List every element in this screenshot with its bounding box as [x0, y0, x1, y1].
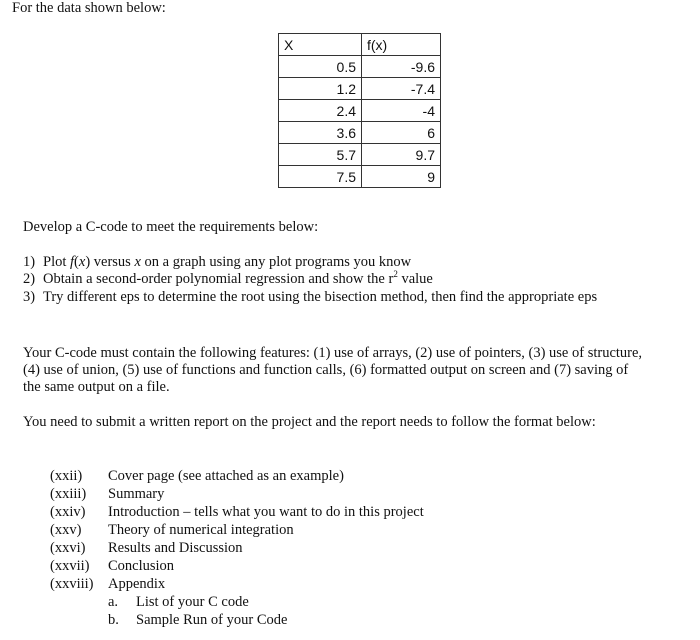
report-label: Appendix [108, 576, 166, 592]
appendix-item [108, 594, 249, 611]
cell-x: 3.6 [279, 122, 362, 144]
report-instructions: You need to submit a written report on the project and the report needs to follow the format below: [23, 414, 596, 430]
report-numeral: (xxiii) [50, 486, 87, 502]
requirement-number: 3) [23, 289, 36, 305]
cell-x: 5.7 [279, 144, 362, 166]
appendix-letter: a. [108, 594, 119, 610]
develop-heading: Develop a C-code to meet the requirements below: [23, 219, 319, 235]
table-header-row [279, 34, 441, 56]
report-item [50, 558, 174, 575]
data-table [278, 33, 441, 188]
report-label: Results and Discussion [108, 540, 243, 556]
report-label: Summary [108, 486, 165, 502]
requirement-number: 1) [23, 254, 36, 270]
appendix-letter: b. [108, 612, 119, 628]
report-numeral: (xxviii) [50, 576, 94, 592]
table-row [279, 122, 441, 144]
report-numeral: (xxvii) [50, 558, 90, 574]
cell-x: 2.4 [279, 100, 362, 122]
report-label: Cover page (see attached as an example) [108, 468, 344, 484]
report-item [50, 504, 424, 521]
report-numeral: (xxiv) [50, 504, 86, 520]
column-header-fx: f(x) [362, 34, 441, 56]
appendix-label: List of your C code [136, 594, 249, 610]
report-label: Theory of numerical integration [108, 522, 294, 538]
requirement-item: 3) Try different eps to determine the root using the bisection method, then find the appropriate eps [23, 289, 598, 305]
table-row [279, 78, 441, 100]
report-numeral: (xxv) [50, 522, 82, 538]
features-line: Your C-code must contain the following features: (1) use of arrays, (2) use of pointers, (3) use of structure, [23, 345, 643, 361]
report-item [50, 468, 344, 485]
report-numeral: (xxii) [50, 468, 83, 484]
cell-x: 0.5 [279, 56, 362, 78]
table-row [279, 56, 441, 78]
cell-fx: -7.4 [362, 78, 441, 100]
cell-x: 1.2 [279, 78, 362, 100]
column-header-x: X [279, 34, 362, 56]
table-row [279, 166, 441, 188]
appendix-label: Sample Run of your Code [136, 612, 288, 628]
requirement-number: 2) [23, 271, 36, 287]
requirement-item: 2) Obtain a second-order polynomial regression and show the $r^2$ value [23, 269, 433, 287]
features-line: the same output on a file. [23, 379, 170, 395]
requirement-item: 1) Plot f(x) versus x on a graph using any plot programs you know [23, 254, 412, 270]
report-numeral: (xxvi) [50, 540, 86, 556]
cell-fx: 6 [362, 122, 441, 144]
table-row [279, 144, 441, 166]
report-label: Introduction – tells what you want to do in this project [108, 504, 424, 520]
intro-text: For the data shown below: [12, 0, 166, 16]
features-line: (4) use of union, (5) use of functions and function calls, (6) formatted output on screen and (7) saving of [23, 362, 629, 378]
report-item [50, 522, 294, 539]
cell-fx: 9.7 [362, 144, 441, 166]
cell-x: 7.5 [279, 166, 362, 188]
appendix-item [108, 612, 287, 629]
report-label: Conclusion [108, 558, 175, 574]
cell-fx: -4 [362, 100, 441, 122]
cell-fx: 9 [362, 166, 441, 188]
cell-fx: -9.6 [362, 56, 441, 78]
table-row [279, 100, 441, 122]
report-item [50, 576, 165, 593]
report-item [50, 486, 164, 503]
report-item [50, 540, 243, 557]
